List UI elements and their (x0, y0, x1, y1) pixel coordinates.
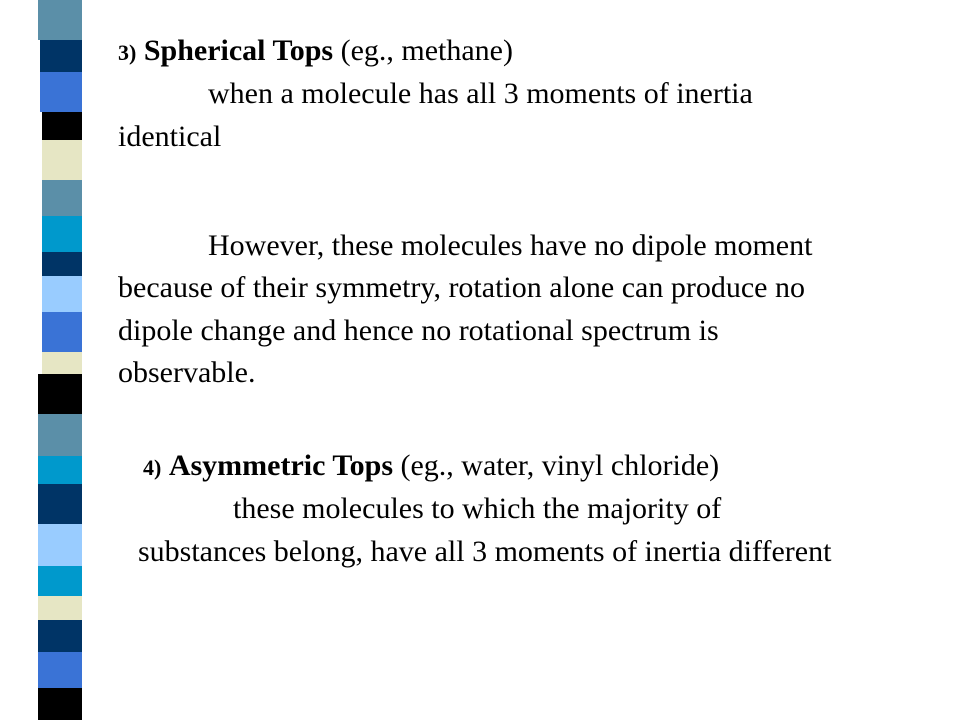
stripe-block (38, 652, 82, 688)
stripe-block (42, 312, 82, 352)
section-3-line-3: identical (118, 120, 222, 153)
section-4-number: 4) (143, 455, 162, 480)
decorative-stripe (0, 0, 100, 720)
section-3-number: 3) (118, 40, 137, 65)
section-4-example: (eg., water, vinyl chloride) (393, 449, 720, 482)
section-3-note-line-1: However, these molecules have no dipole moment (208, 229, 813, 262)
section-4-heading (143, 444, 719, 489)
stripe-block (42, 216, 82, 252)
section-4-term: Asymmetric Tops (168, 449, 393, 482)
section-3-line-2: when a molecule has all 3 moments of inertia (208, 77, 753, 110)
stripe-block (38, 620, 82, 652)
section-4-line-2: these molecules to which the majority of (233, 492, 722, 525)
stripe-block (42, 352, 82, 374)
stripe-block (38, 484, 82, 524)
stripe-block (42, 112, 82, 140)
section-3-heading (118, 29, 513, 74)
stripe-block (38, 414, 82, 456)
section-3-note-line-2: because of their symmetry, rotation alone can produce no (118, 271, 805, 304)
section-3-note-line-4: observable. (118, 356, 256, 389)
stripe-block (38, 524, 82, 566)
stripe-block (42, 140, 82, 180)
stripe-block (42, 180, 82, 216)
section-3-example: (eg., methane) (333, 34, 513, 67)
section-3-term: Spherical Tops (143, 34, 334, 67)
stripe-block (38, 688, 82, 720)
stripe-block (38, 374, 82, 414)
stripe-block (38, 456, 82, 484)
stripe-block (40, 40, 82, 72)
stripe-block (38, 596, 82, 620)
stripe-block (38, 18, 82, 40)
stripe-block (38, 566, 82, 596)
stripe-block (42, 276, 82, 312)
stripe-block (40, 72, 82, 112)
stripe-block (38, 0, 82, 18)
section-4-line-3: substances belong, have all 3 moments of inertia different (138, 535, 832, 568)
stripe-block (42, 252, 82, 276)
section-3-note-line-3: dipole change and hence no rotational spectrum is (118, 314, 719, 347)
